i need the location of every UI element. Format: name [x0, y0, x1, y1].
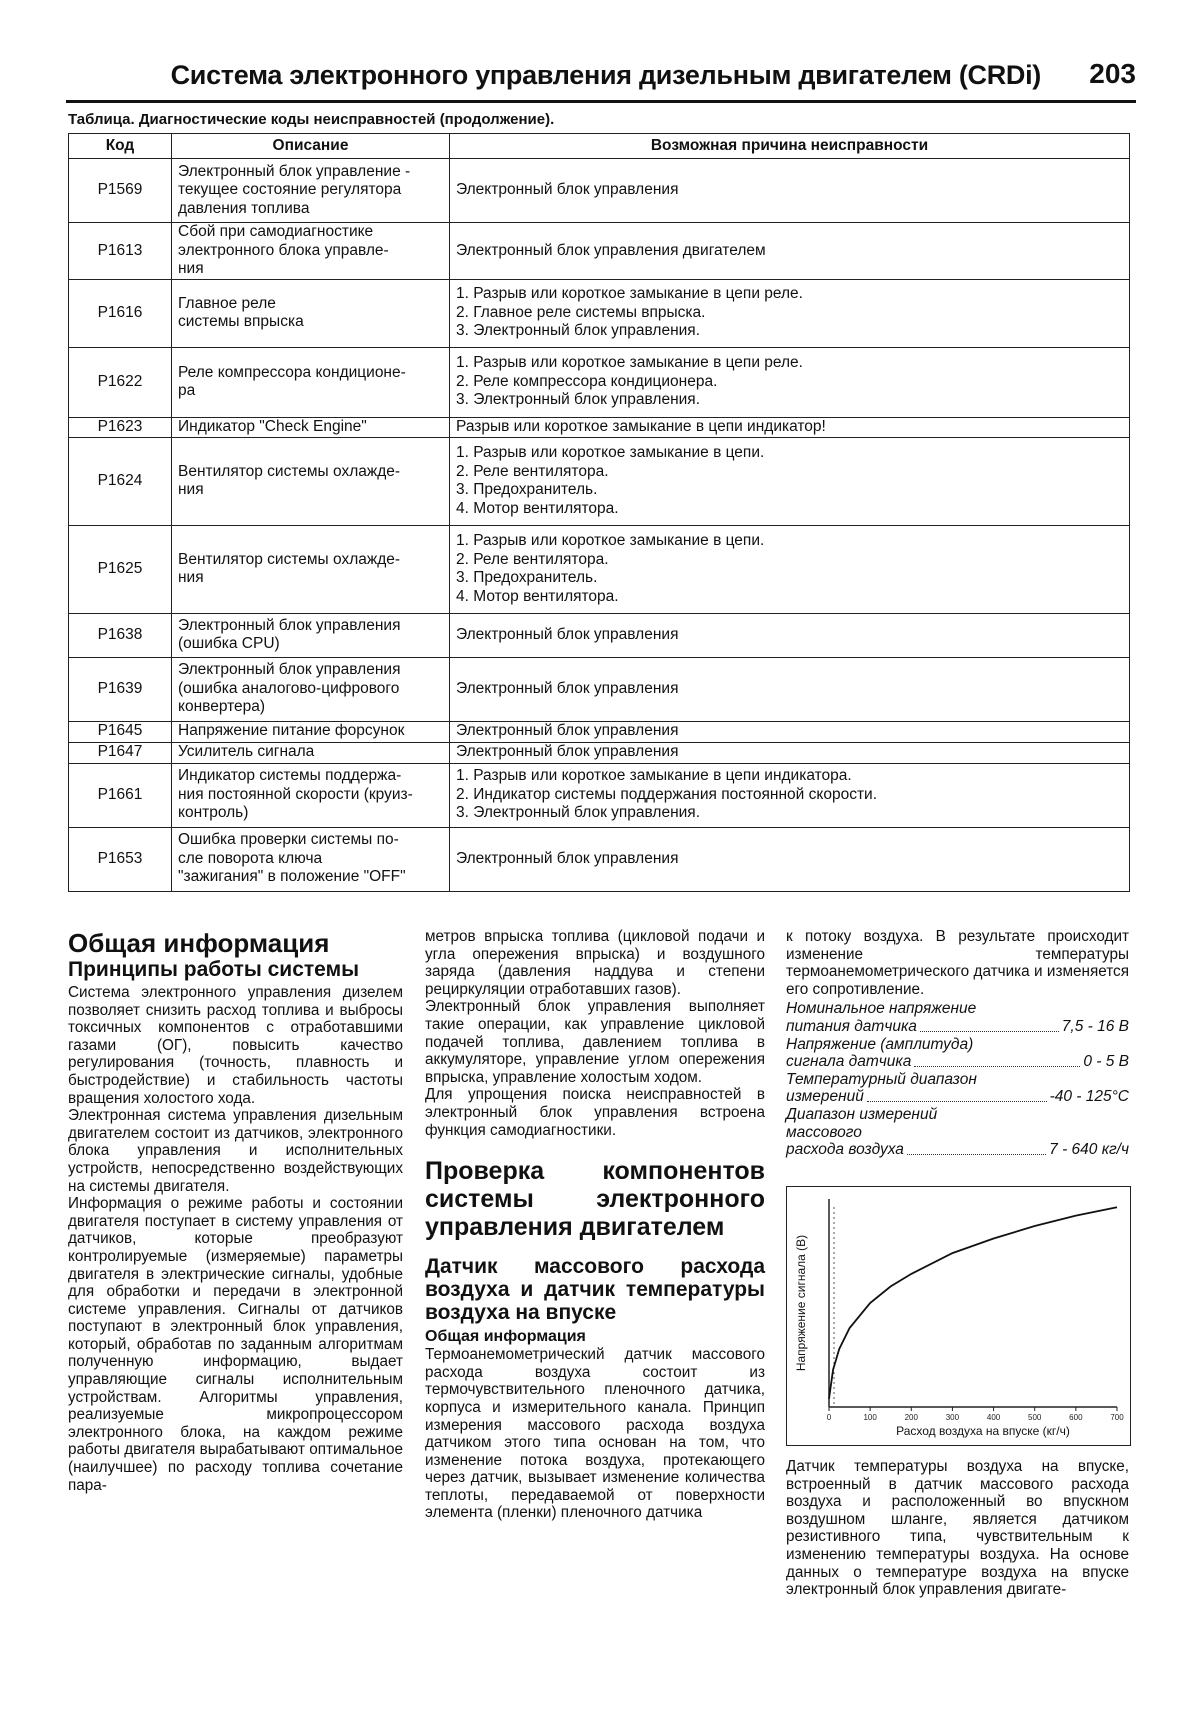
- dtc-description: [172, 742, 450, 763]
- spec-item: [786, 1000, 1129, 1035]
- cause-line: 1. Разрыв или короткое замыкание в цепи реле.: [456, 285, 803, 303]
- dtc-description: [172, 279, 450, 347]
- header-cause: Возможная причина неисправности: [450, 134, 1130, 159]
- spec-label: Диапазон измерений: [786, 1105, 938, 1123]
- section-heading: Проверка компонентов системы электронного управления двигателем: [425, 1157, 765, 1242]
- description-line: системы впрыска: [178, 313, 304, 330]
- dtc-description: [172, 721, 450, 742]
- cause-line: 3. Электронный блок управления.: [456, 322, 700, 340]
- description-line: Индикатор "Check Engine": [178, 417, 367, 435]
- x-tick-label: 200: [904, 1413, 918, 1422]
- paragraph: Датчик температуры воздуха на впуске, встроенный в датчик массового расхода воздуха и расположенный во впускном воздушном шланге, является датчиком резистивного типа, чувствительным к изменению температуры воздуха. На основе данных о температуре воздуха на впуске электронный блок управления двигате-: [786, 1458, 1129, 1599]
- dtc-cause: [450, 437, 1130, 525]
- spec-list: [786, 1000, 1129, 1158]
- subsection-heading: Принципы работы системы: [68, 958, 360, 981]
- description-line: ния: [178, 260, 204, 277]
- description-line: Усилитель сигнала: [178, 743, 315, 761]
- cause-line: 2. Реле вентилятора.: [456, 462, 609, 480]
- description-line: Главное реле: [178, 294, 276, 312]
- description-line: давления топлива: [178, 199, 310, 217]
- x-tick-label: 300: [945, 1413, 960, 1422]
- description-line: текущее состояние регулятора: [178, 181, 402, 199]
- cause-line: 3. Электронный блок управления.: [456, 804, 700, 822]
- spec-value: 7 - 640 кг/ч: [1049, 1141, 1129, 1159]
- cause-line: Электронный блок управления: [456, 679, 679, 697]
- page-title: Система электронного управления дизельным двигателем (CRDi): [170, 60, 1041, 90]
- paragraph: Электронный блок управления выполняет такие операции, как управление цикловой подачей топлива, давлением топлива в аккумуляторе, управление углом опережения впрыска, управление холостым ходом.: [425, 998, 765, 1086]
- description-line: конвертера): [178, 698, 266, 716]
- dtc-code: P1624: [69, 437, 172, 525]
- dtc-cause: [450, 721, 1130, 742]
- dtc-cause: [450, 347, 1130, 417]
- dtc-description: [172, 827, 450, 891]
- dtc-code: P1645: [69, 721, 172, 742]
- description-line: электронного блока управле-: [178, 241, 389, 259]
- dtc-code: P1638: [69, 613, 172, 657]
- maf-chart: [786, 1186, 1131, 1446]
- spec-item: [786, 1071, 1129, 1106]
- table-row: [69, 347, 1130, 417]
- dtc-code: P1569: [69, 159, 172, 223]
- dtc-description: [172, 525, 450, 613]
- description-line: Индикатор системы поддержа-: [178, 767, 402, 785]
- x-tick-label: 400: [986, 1413, 1001, 1422]
- spec-label: питания датчика: [786, 1017, 917, 1035]
- paragraph: Информация о режиме работы и состоянии двигателя поступает в систему управления от датчиков, которые преобразуют контролируемые (измеряемые) параметры двигателя в электрические сигналы, удобные для обработки и передачи в электронной системе управления. Сигналы от датчиков поступают в электронный блок управления, который, обработав по заданным алгоритмам полученную информацию, выдает управляющие сигналы исполнительным устройствам. Алгоритмы управления, реализуемые микропроцессором электронного блока, на каждом режиме работы двигателя вырабатывают оптимальное (наилучшее) по расходу топлива сочетание пара-: [68, 1195, 403, 1494]
- table-row: [69, 525, 1130, 613]
- cause-line: Электронный блок управления: [456, 849, 679, 867]
- paragraph: Система электронного управления дизелем позволяет снизить расход топлива и выбросы токсичных компонентов с отработавшими газами (ОГ), повысить качество регулирования (точность, плавность и быстродействие) и стабильность частоты вращения холостого хода.: [68, 984, 403, 1107]
- x-tick-label: 600: [1069, 1413, 1083, 1422]
- description-line: Ошибка проверки системы по-: [178, 831, 399, 849]
- table-row: [69, 613, 1130, 657]
- dtc-code: P1616: [69, 279, 172, 347]
- x-axis-label: Расход воздуха на впуске (кг/ч): [896, 1424, 1070, 1438]
- dtc-description: [172, 613, 450, 657]
- spec-item: [786, 1036, 1129, 1071]
- dtc-code: P1623: [69, 417, 172, 437]
- spec-label: расхода воздуха: [786, 1141, 904, 1159]
- cause-line: 3. Предохранитель.: [456, 481, 598, 498]
- cause-line: 1. Разрыв или короткое замыкание в цепи.: [456, 532, 765, 549]
- cause-line: 1. Разрыв или короткое замыкание в цепи индикатора.: [456, 767, 852, 785]
- description-line: Электронный блок управление -: [178, 162, 411, 180]
- cause-line: Разрыв или короткое замыкание в цепи индикатор!: [456, 417, 826, 435]
- dtc-description: [172, 657, 450, 721]
- dtc-code: P1647: [69, 742, 172, 763]
- x-tick-label: 100: [863, 1413, 877, 1422]
- table-row: [69, 763, 1130, 827]
- signal-curve: [829, 1207, 1117, 1398]
- dtc-description: [172, 437, 450, 525]
- spec-label: Напряжение (амплитуда): [786, 1035, 974, 1053]
- x-tick-label: 500: [1028, 1413, 1042, 1422]
- page-number: 203: [1089, 58, 1136, 89]
- dtc-cause: [450, 159, 1130, 223]
- paragraph: Термоанемометрический датчик массового расхода воздуха состоит из термочувствительного пленочного датчика, корпуса и измерительного канала. Принцип измерения массового расхода воздуха датчиком этого типа основан на том, что изменение потока воздуха, протекающего через датчик, вызывает изменение количества теплоты, передаваемой от поверхности элемента (пленки) пленочного датчика: [425, 1346, 765, 1522]
- spec-value: -40 - 125°С: [1049, 1088, 1129, 1106]
- cause-line: 1. Разрыв или короткое замыкание в цепи реле.: [456, 354, 803, 372]
- cause-line: Электронный блок управления двигателем: [456, 241, 766, 259]
- description-line: Электронный блок управления: [178, 661, 401, 679]
- description-line: (ошибка CPU): [178, 635, 280, 652]
- table-row: [69, 437, 1130, 525]
- table-row: [69, 159, 1130, 223]
- header-description: Описание: [172, 134, 450, 159]
- dtc-cause: [450, 613, 1130, 657]
- description-line: "зажигания" в положение "OFF": [178, 868, 406, 886]
- cause-line: Электронный блок управления: [456, 722, 679, 740]
- subsection-heading: Датчик массового расхода воздуха и датчик температуры воздуха на впуске: [425, 1255, 765, 1325]
- dtc-description: [172, 417, 450, 437]
- dtc-table: [68, 133, 1130, 892]
- column-2: [425, 928, 765, 1522]
- cause-line: 4. Мотор вентилятора.: [456, 499, 619, 517]
- dtc-cause: [450, 742, 1130, 763]
- spec-label: сигнала датчика: [786, 1053, 912, 1071]
- table-header-row: [69, 134, 1130, 159]
- dtc-code: P1653: [69, 827, 172, 891]
- paragraph: Электронная система управления дизельным двигателем состоит из датчиков, электронного блока управления и исполнительных устройств, непосредственно воздействующих на системы двигателя.: [68, 1107, 403, 1195]
- chart-svg: [787, 1187, 1130, 1445]
- table-row: [69, 279, 1130, 347]
- cause-line: Электронный блок управления: [456, 743, 679, 761]
- dtc-cause: [450, 279, 1130, 347]
- dtc-cause: [450, 827, 1130, 891]
- table-row: [69, 417, 1130, 437]
- spec-value: 7,5 - 16 В: [1061, 1017, 1129, 1035]
- table-row: [69, 721, 1130, 742]
- cause-line: Электронный блок управления: [456, 625, 679, 643]
- description-line: Вентилятор системы охлажде-: [178, 462, 401, 480]
- column-1: [68, 928, 403, 1494]
- cause-line: 3. Электронный блок управления.: [456, 391, 700, 409]
- table-row: [69, 657, 1130, 721]
- cause-line: Электронный блок управления: [456, 181, 679, 199]
- spec-label: Температурный диапазон: [786, 1070, 977, 1088]
- dtc-cause: [450, 525, 1130, 613]
- column-3: [786, 928, 1129, 1159]
- paragraph: к потоку воздуха. В результате происходит изменение температуры термоанемометрического датчика и изменяется его сопротивление.: [786, 928, 1129, 998]
- page-header: [66, 58, 1136, 103]
- cause-line: 2. Индикатор системы поддержания постоянной скорости.: [456, 785, 878, 803]
- x-tick-label: 0: [826, 1413, 832, 1422]
- table-row: [69, 223, 1130, 280]
- description-line: Реле компрессора кондиционе-: [178, 363, 406, 381]
- dtc-cause: [450, 417, 1130, 437]
- spec-value: 0 - 5 В: [1083, 1053, 1129, 1071]
- description-line: сле поворота ключа: [178, 849, 323, 867]
- description-line: Напряжение питание форсунок: [178, 722, 405, 740]
- description-line: ния: [178, 481, 204, 498]
- spec-item: [786, 1106, 1129, 1159]
- description-line: (ошибка аналогово-цифрового: [178, 679, 400, 697]
- description-line: ра: [178, 382, 196, 399]
- section-heading: Общая информация: [68, 928, 330, 958]
- dtc-description: [172, 347, 450, 417]
- table-caption: Таблица. Диагностические коды неисправностей (продолжение).: [68, 111, 555, 128]
- dtc-code: P1613: [69, 223, 172, 280]
- description-line: Сбой при самодиагностике: [178, 223, 374, 240]
- cause-line: 2. Главное реле системы впрыска.: [456, 303, 706, 321]
- cause-line: 3. Предохранитель.: [456, 569, 598, 586]
- description-line: контроль): [178, 804, 249, 822]
- spec-label: измерений: [786, 1088, 864, 1106]
- header-code: Код: [69, 134, 172, 159]
- paragraph: Для упрощения поиска неисправностей в электронный блок управления встроена функция самодиагностики.: [425, 1086, 765, 1139]
- dtc-description: [172, 763, 450, 827]
- cause-line: 2. Реле компрессора кондиционера.: [456, 372, 718, 390]
- dtc-cause: [450, 223, 1130, 280]
- cause-line: 1. Разрыв или короткое замыкание в цепи.: [456, 444, 765, 461]
- description-line: Вентилятор системы охлажде-: [178, 550, 401, 568]
- cause-line: 2. Реле вентилятора.: [456, 550, 609, 568]
- paragraph: метров впрыска топлива (цикловой подачи и угла опережения впрыска) и воздушного заряда (давления наддува и степени рециркуляции отработавших газов).: [425, 928, 765, 998]
- dtc-code: P1622: [69, 347, 172, 417]
- dtc-code: P1639: [69, 657, 172, 721]
- description-line: Электронный блок управления: [178, 616, 401, 634]
- minor-heading: Общая информация: [425, 1328, 586, 1346]
- description-line: ния постоянной скорости (круиз-: [178, 785, 413, 803]
- dtc-cause: [450, 763, 1130, 827]
- spec-label: Номинальное напряжение: [786, 1000, 977, 1018]
- dtc-cause: [450, 657, 1130, 721]
- x-tick-label: 700: [1110, 1413, 1124, 1422]
- dtc-description: [172, 159, 450, 223]
- dtc-code: P1625: [69, 525, 172, 613]
- y-axis-label: Напряжение сигнала (В): [794, 1234, 808, 1372]
- spec-label: массового: [786, 1123, 862, 1141]
- dtc-description: [172, 223, 450, 280]
- table-row: [69, 827, 1130, 891]
- column-3-bottom: [786, 1458, 1129, 1599]
- dtc-code: P1661: [69, 763, 172, 827]
- table-row: [69, 742, 1130, 763]
- cause-line: 4. Мотор вентилятора.: [456, 587, 619, 605]
- description-line: ния: [178, 569, 204, 586]
